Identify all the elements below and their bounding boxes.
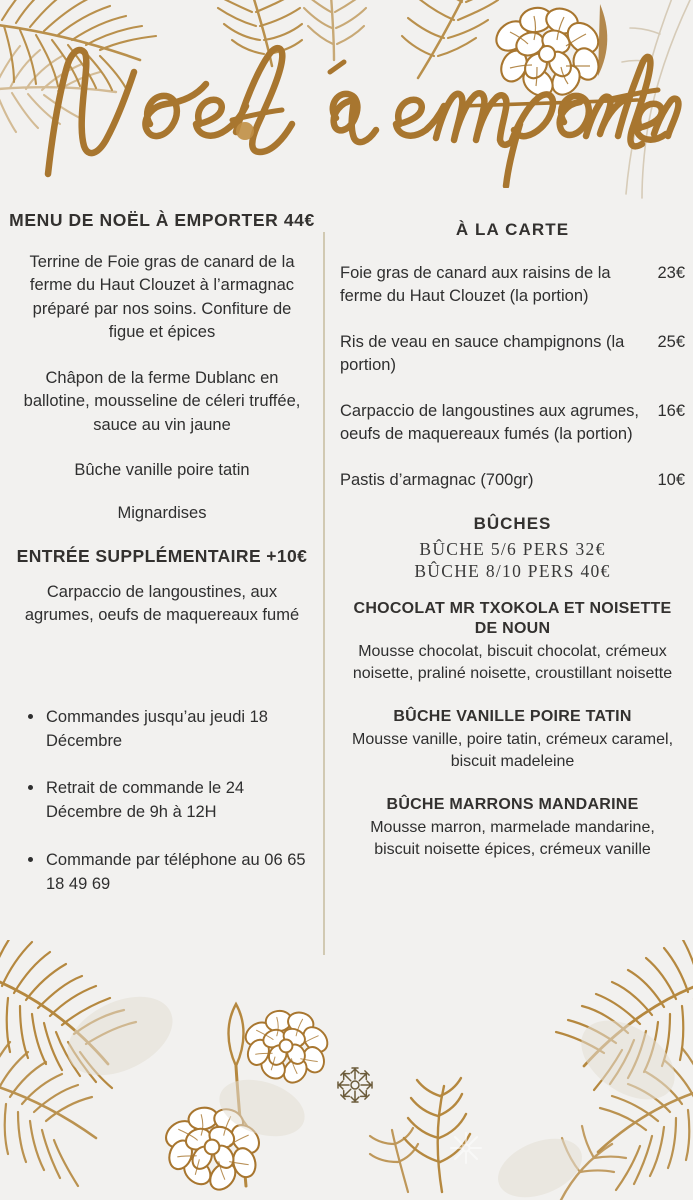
left-column	[8, 210, 316, 921]
carte-item	[340, 400, 685, 447]
carte-item-name: Carpaccio de langoustines aux agrumes, oeufs de maquereaux fumés (la portion)	[340, 401, 640, 444]
snowflake-right	[451, 1133, 481, 1163]
carte-item-price: 23€	[657, 264, 685, 282]
menu-course-1: Terrine de Foie gras de canard de la ferme du Haut Clouzet à l’armagnac préparé par nos soins. Confiture de figue et épices	[29, 253, 295, 342]
order-note-3: Commande par téléphone au 06 65 18 49 69	[26, 849, 310, 897]
right-column	[340, 210, 685, 861]
buche-title: BÛCHE VANILLE POIRE TATIN	[393, 707, 632, 725]
menu-course-2: Châpon de la ferme Dublanc en ballotine, mousseline de céleri truffée, sauce au vin jaune	[23, 368, 301, 434]
buche-block	[340, 599, 685, 685]
buche-block	[340, 707, 685, 773]
page-title	[0, 28, 693, 188]
menu-course-4: Mignardises	[117, 504, 207, 523]
buche-description: Mousse marron, marmelade mandarine, biscuit noisette épices, crémeux vanille	[370, 819, 655, 859]
carte-item-name: Pastis d’armagnac (700gr)	[340, 470, 534, 489]
buche-price-small: BÛCHE 5/6 PERS 32€	[419, 538, 606, 559]
a-la-carte-heading: À LA CARTE	[455, 220, 570, 239]
bottom-decoration	[0, 940, 693, 1200]
order-notes-list	[8, 706, 316, 898]
menu-heading: MENU DE NOËL À EMPORTER 44€	[9, 210, 315, 230]
carte-item-name: Ris de veau en sauce champignons (la portion)	[340, 332, 625, 375]
buche-description: Mousse chocolat, biscuit chocolat, crémeux noisette, praliné noisette, croustillant noisette	[352, 642, 673, 682]
order-note-1: Commandes jusqu’au jeudi 18 Décembre	[26, 706, 310, 754]
carte-item	[340, 469, 685, 492]
supplement-heading: ENTRÉE SUPPLÉMENTAIRE +10€	[16, 545, 308, 566]
carte-item	[340, 262, 685, 309]
buche-title: CHOCOLAT MR TXOKOLA ET NOISETTE DE NOUN	[353, 599, 672, 637]
carte-item-price: 16€	[657, 401, 685, 420]
snowflake-center	[338, 1068, 372, 1102]
carte-item-price: 10€	[657, 470, 685, 489]
column-divider	[323, 232, 325, 955]
carte-item	[340, 331, 685, 378]
supplement-text: Carpaccio de langoustines, aux agrumes, oeufs de maquereaux fumé	[24, 582, 300, 625]
buche-title: BÛCHE MARRONS MANDARINE	[386, 796, 639, 814]
buche-block	[340, 795, 685, 861]
order-note-2: Retrait de commande le 24 Décembre de 9h à 12H	[26, 777, 310, 825]
buches-heading: BÛCHES	[473, 513, 552, 533]
carte-item-name: Foie gras de canard aux raisins de la ferme du Haut Clouzet (la portion)	[340, 264, 611, 306]
buche-price-large: BÛCHE 8/10 PERS 40€	[414, 561, 611, 582]
carte-item-price: 25€	[657, 332, 685, 351]
buche-description: Mousse vanille, poire tatin, crémeux caramel, biscuit madeleine	[351, 730, 674, 770]
menu-course-3: Bûche vanille poire tatin	[74, 460, 250, 479]
